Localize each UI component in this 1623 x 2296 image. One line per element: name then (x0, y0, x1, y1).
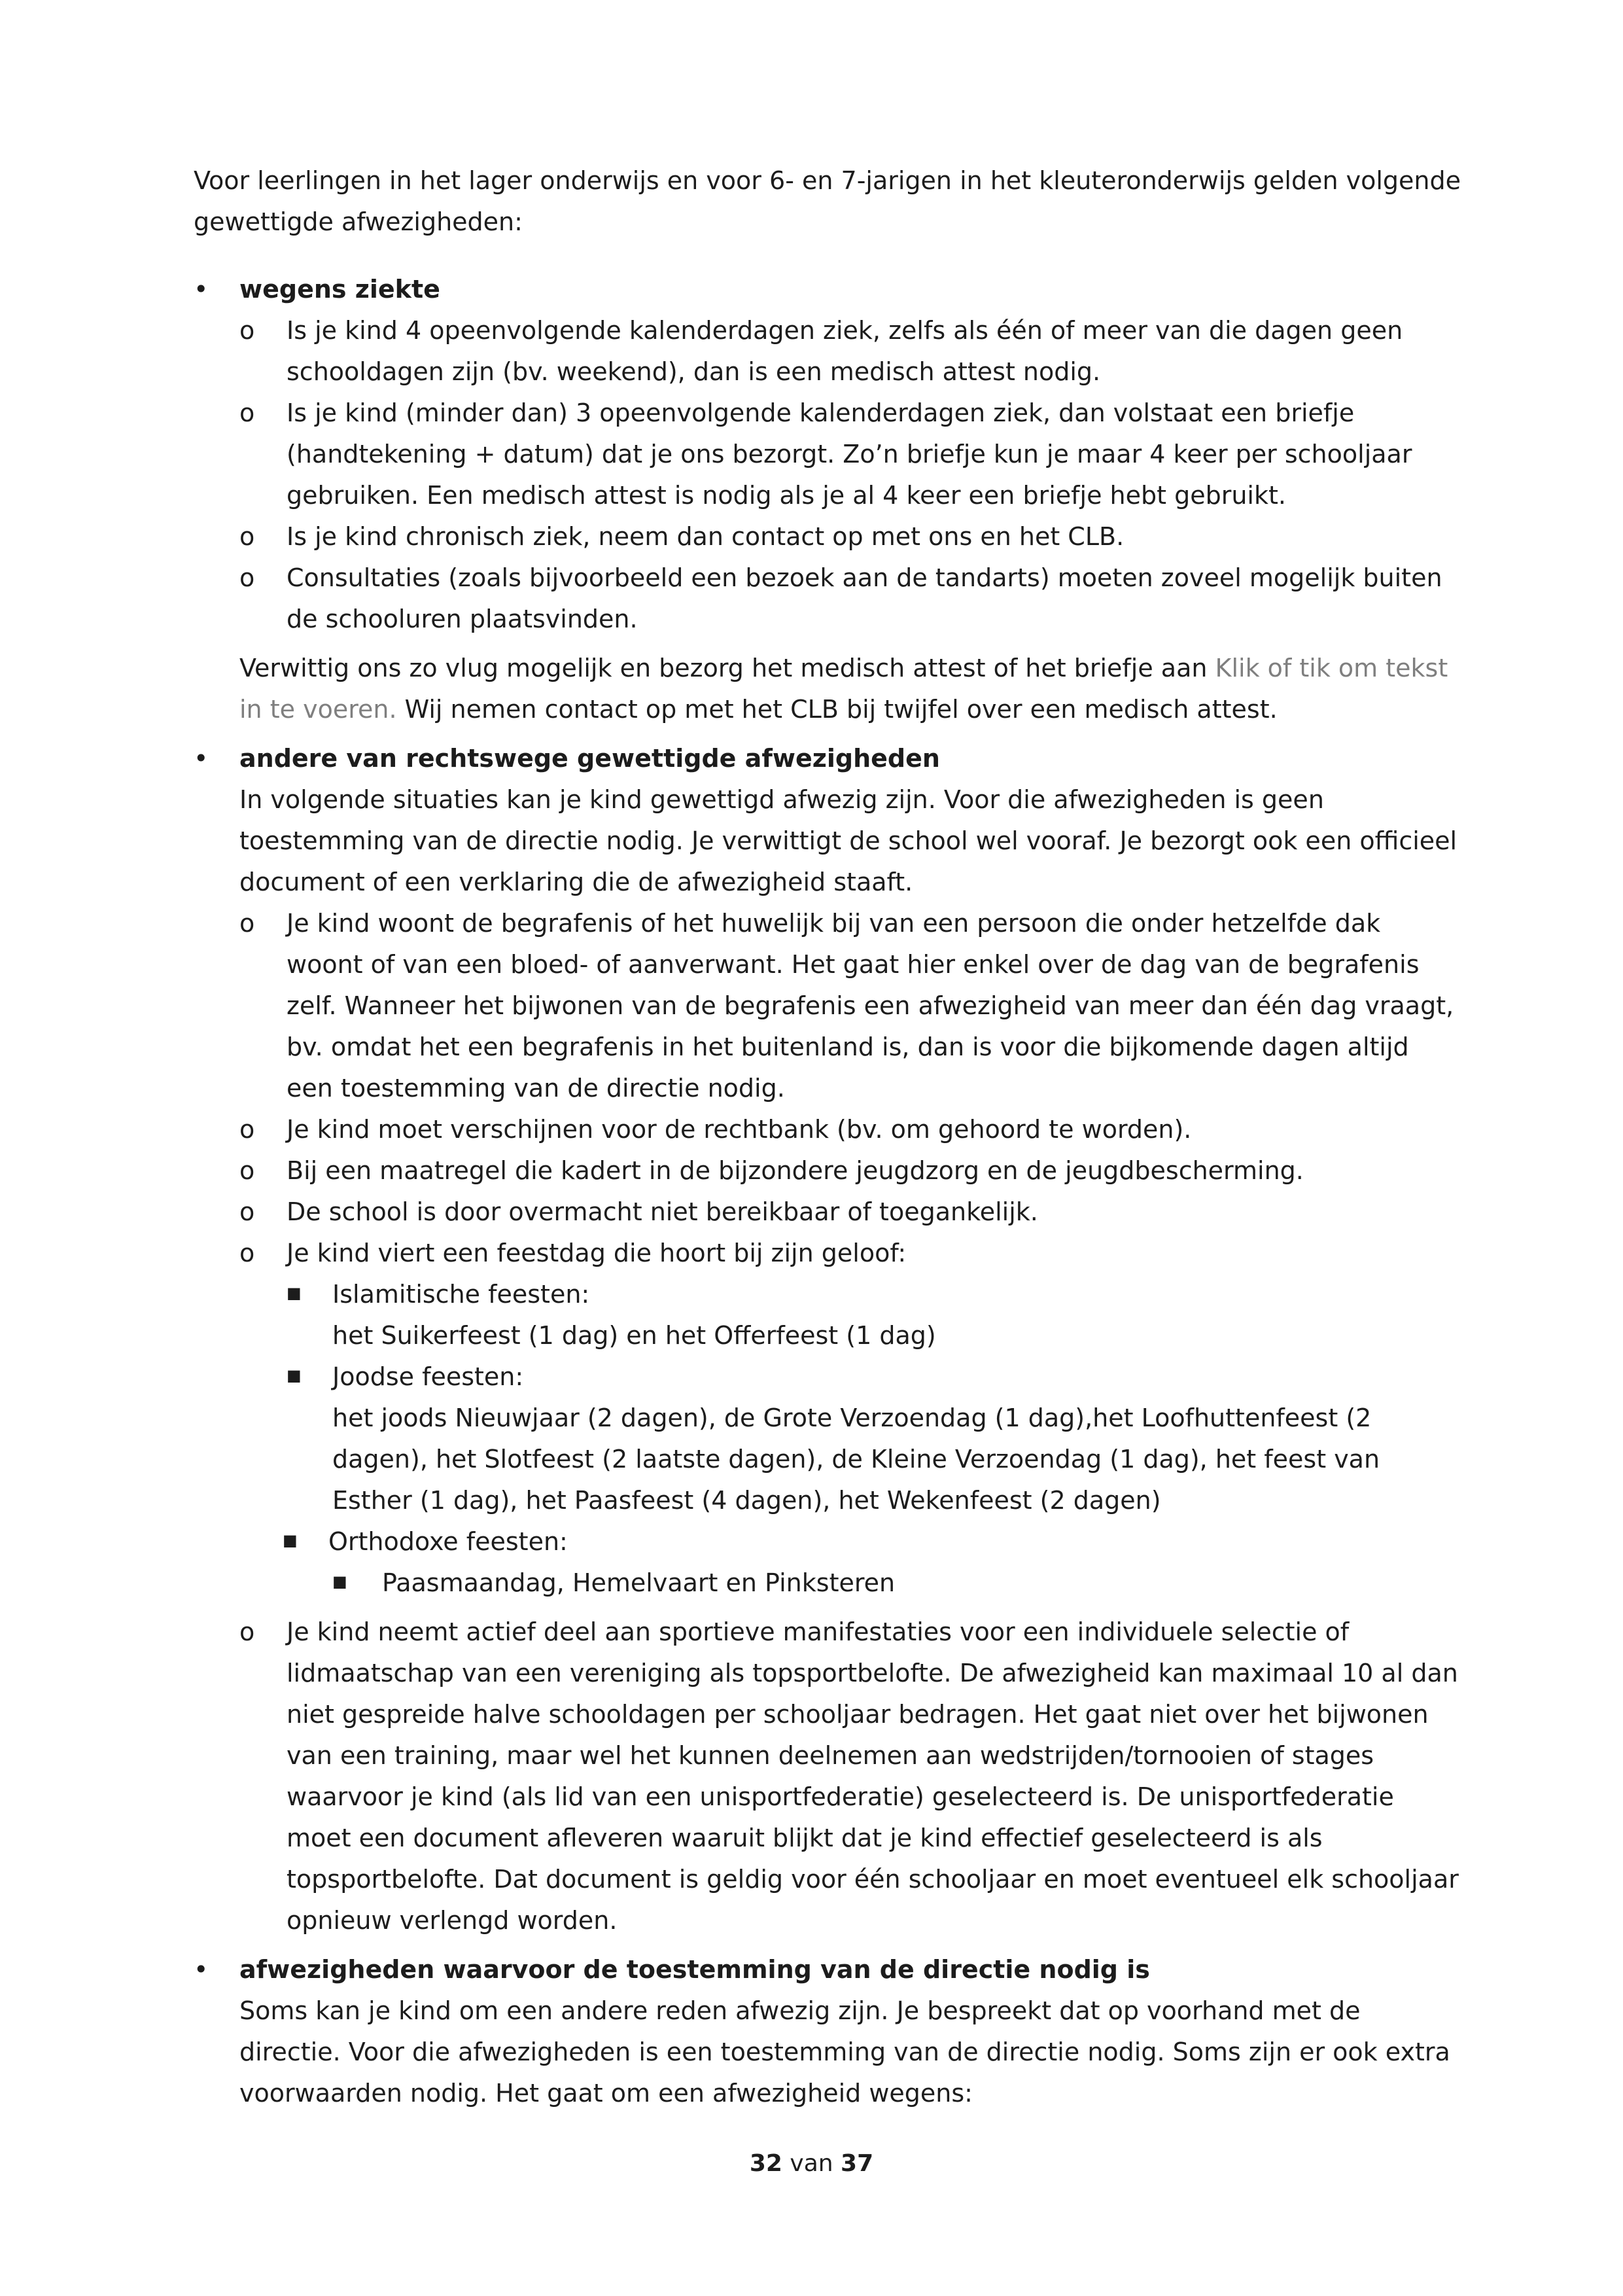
list-item-text: Je kind viert een feestdag die hoort bij zijn geloof: (287, 1239, 907, 1267)
circle-bullet-icon: o (239, 1617, 255, 1646)
circle-bullet-icon: o (239, 1197, 255, 1226)
list-item-text: Je kind woont de begrafenis of het huwelijk bij van een persoon die onder hetzelfde dak woont of van een bloed- of aanverwant. Het gaat hier enkel over de dag van de begrafenis zelf. Wanneer het bijwonen van de begrafenis een afwezigheid van meer dan één dag vraagt, bv. omdat het een begrafenis in het buitenland is, dan is voor die bijkomende dagen altijd een toestemming van de directie nodig. (287, 909, 1454, 1103)
feast-detail: het Suikerfeest (1 dag) en het Offerfeest (1 dag) (332, 1321, 936, 1350)
feast-label: Orthodoxe feesten: (328, 1527, 568, 1556)
list-item-text: Je kind moet verschijnen voor de rechtbank (bv. om gehoord te worden). (287, 1115, 1192, 1144)
feast-item (283, 1521, 1463, 1604)
page-separator: van (790, 2150, 833, 2177)
circle-bullet-icon: o (239, 909, 255, 938)
list-item (239, 903, 1463, 1109)
list-item-text: Consultaties (zoals bijvoorbeeld een bezoek aan de tandarts) moeten zoveel mogelijk buiten de schooluren plaatsvinden. (287, 563, 1442, 633)
feast-label: Islamitische feesten: (332, 1280, 590, 1309)
page-footer (0, 2147, 1623, 2180)
list-item (239, 1233, 1463, 1604)
list-item (239, 393, 1463, 516)
list-item (239, 516, 1463, 557)
circle-bullet-icon: o (239, 1115, 255, 1144)
section-heading: afwezigheden waarvoor de toestemming van de directie nodig is (239, 1955, 1150, 1984)
square-bullet-icon: ■ (283, 1531, 298, 1549)
bullet-icon: • (194, 275, 209, 304)
page-number: 32 (749, 2150, 782, 2177)
note-text: Wij nemen contact op met het CLB bij twijfel over een medisch attest. (396, 695, 1278, 724)
list-item-text: Bij een maatregel die kadert in de bijzondere jeugdzorg en de jeugdbescherming. (287, 1156, 1304, 1185)
document-body (194, 160, 1463, 2122)
list-item (239, 1612, 1463, 1941)
circle-bullet-icon: o (239, 316, 255, 345)
circle-bullet-icon: o (239, 563, 255, 592)
bullet-icon: • (194, 1955, 209, 1984)
feast-item (287, 1274, 1463, 1356)
square-bullet-icon: ■ (287, 1366, 302, 1385)
list-item (239, 1150, 1463, 1192)
square-bullet-icon: ■ (287, 1284, 302, 1302)
feast-label: Joodse feesten: (332, 1362, 524, 1391)
list-item (239, 1192, 1463, 1233)
square-bullet-icon: ■ (332, 1572, 347, 1591)
list-item-text: Is je kind chronisch ziek, neem dan contact op met ons en het CLB. (287, 522, 1125, 551)
list-item-text: De school is door overmacht niet bereikbaar of toegankelijk. (287, 1197, 1038, 1226)
list-item-text: Je kind neemt actief deel aan sportieve manifestaties voor een individuele selectie of lidmaatschap van een vereniging als topsportbelofte. De afwezigheid kan maximaal 10 al dan niet gespreide halve schooldagen per schooljaar bedragen. Het gaat niet over het bijwonen van een training, maar wel het kunnen deelnemen aan wedstrijden/tornooien of stages waarvoor je kind (als lid van een unisportfederatie) geselecteerd is. De unisportfederatie moet een document afleveren waaruit blijkt dat je kind effectief geselecteerd is als topsportbelofte. Dat document is geldig voor één schooljaar en moet eventueel elk schooljaar opnieuw verlengd worden. (287, 1617, 1459, 1935)
list-item (239, 1109, 1463, 1150)
circle-bullet-icon: o (239, 398, 255, 427)
illness-note (239, 648, 1463, 730)
feast-subitem (328, 1563, 1463, 1604)
section-intro: In volgende situaties kan je kind gewettigd afwezig zijn. Voor die afwezigheden is geen toestemming van de directie nodig. Je verwittigt de school wel vooraf. Je bezorgt ook een officieel document of een verklaring die de afwezigheid staaft. (239, 785, 1457, 896)
list-item (239, 557, 1463, 640)
circle-bullet-icon: o (239, 522, 255, 551)
intro-paragraph: Voor leerlingen in het lager onderwijs en voor 6- en 7-jarigen in het kleuteronderwijs gelden volgende gewettigde afwezigheden: (194, 166, 1461, 236)
circle-bullet-icon: o (239, 1156, 255, 1185)
section-intro: Soms kan je kind om een andere reden afwezig zijn. Je bespreekt dat op voorhand met de directie. Voor die afwezigheden is een toestemming van de directie nodig. Soms zijn er ook extra voorwaarden nodig. Het gaat om een afwezigheid wegens: (239, 1996, 1450, 2108)
list-item-text: Is je kind (minder dan) 3 opeenvolgende kalenderdagen ziek, dan volstaat een briefje (handtekening + datum) dat je ons bezorgt. Zo’n briefje kun je maar 4 keer per schooljaar gebruiken. Een medisch attest is nodig als je al 4 keer een briefje hebt gebruikt. (287, 398, 1412, 510)
list-item-text: Is je kind 4 opeenvolgende kalenderdagen ziek, zelfs als één of meer van die dagen geen schooldagen zijn (bv. weekend), dan is een medisch attest nodig. (287, 316, 1403, 386)
feast-subitem-text: Paasmaandag, Hemelvaart en Pinksteren (382, 1568, 896, 1597)
note-text: Verwittig ons zo vlug mogelijk en bezorg het medisch attest of het briefje aan (239, 654, 1215, 682)
feast-detail: het joods Nieuwjaar (2 dagen), de Grote Verzoendag (1 dag),het Loofhuttenfeest (2 dagen), het Slotfeest (2 laatste dagen), de Kleine Verzoendag (1 dag), het feest van Esther (1 dag), het Paasfeest (4 dagen), het Wekenfeest (2 dagen) (332, 1404, 1380, 1515)
text-placeholder-field[interactable]: Klik of tik om tekst in te voeren. (239, 654, 1448, 724)
section-heading: wegens ziekte (239, 275, 440, 304)
section-legal-absences (194, 738, 1463, 1941)
section-director-permission (194, 1949, 1463, 2114)
section-illness (194, 269, 1463, 730)
section-heading: andere van rechtswege gewettigde afwezigheden (239, 744, 940, 773)
page-total: 37 (841, 2150, 874, 2177)
circle-bullet-icon: o (239, 1239, 255, 1267)
bullet-icon: • (194, 744, 209, 773)
feast-item (287, 1356, 1463, 1521)
list-item (239, 310, 1463, 393)
